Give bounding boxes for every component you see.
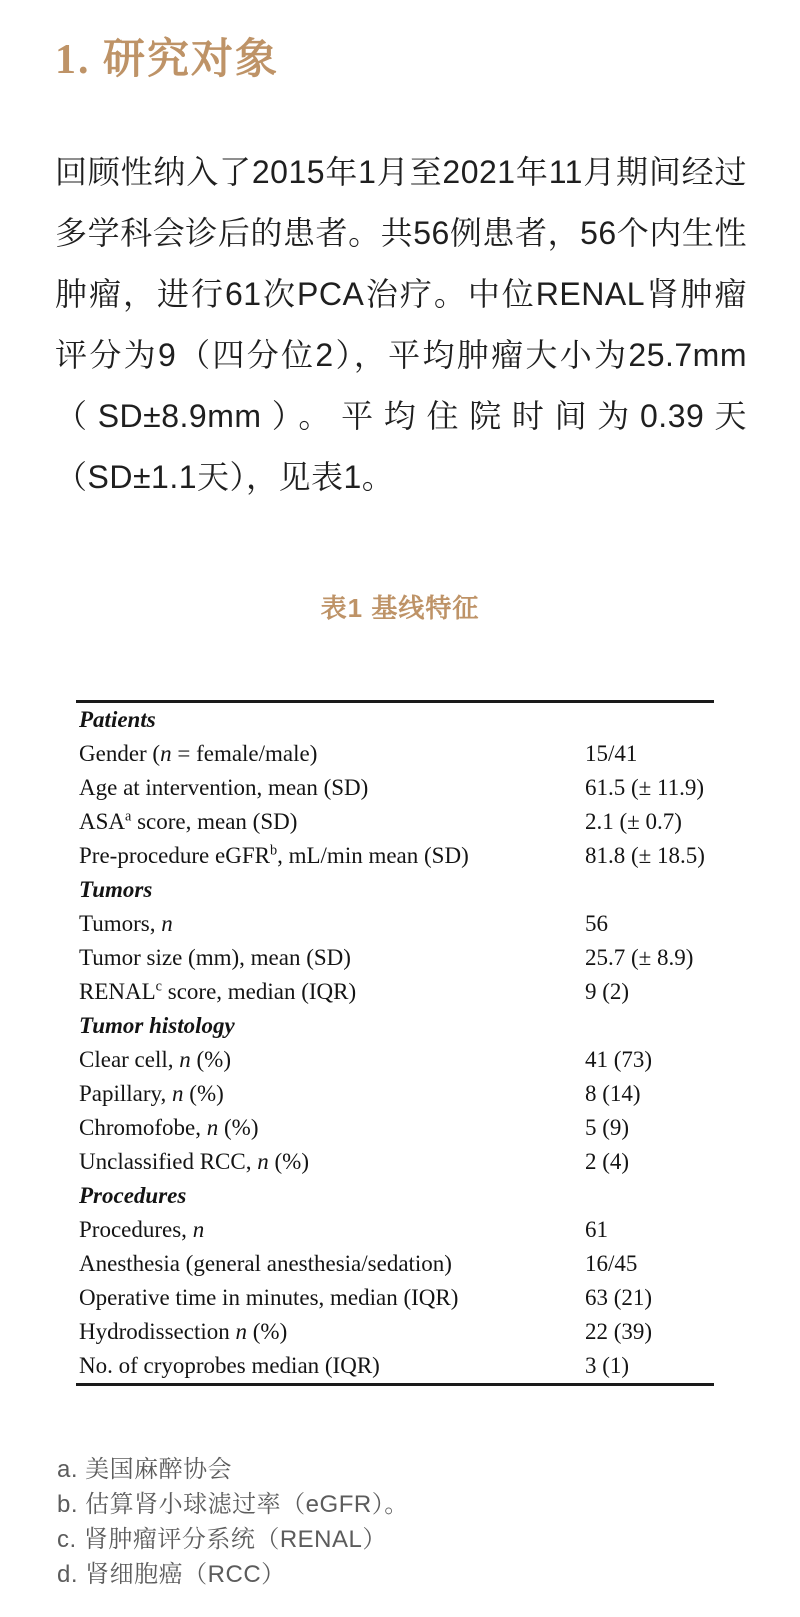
table-row — [76, 1043, 714, 1077]
row-label: Tumor size (mm), mean (SD) — [79, 945, 351, 970]
row-label: ASA$^a$ score, mean (SD) — [79, 808, 298, 834]
row-value: 15/41 — [585, 741, 638, 766]
table-row — [76, 975, 714, 1009]
section-heading: 1. 研究对象 — [55, 37, 280, 83]
row-label: Patients — [79, 707, 156, 732]
row-label: Clear cell, n (%) — [79, 1047, 231, 1072]
row-value: 56 — [585, 911, 608, 936]
row-label: Tumors — [79, 877, 153, 902]
table-title: 表1 基线特征 — [320, 593, 480, 623]
table-row — [76, 1213, 714, 1247]
row-label: Age at intervention, mean (SD) — [79, 775, 369, 800]
intro-paragraph: 回顾性纳入了2015年1月至2021年11月期间经过多学科会诊后的患者。共56例患者，56个内生性肿瘤，进行61次PCA治疗。中位RENAL肾肿瘤评分为9（四分位2），平均肿瘤大小为25.7mm（SD±8.9mm）。平均住院时间为0.39天（SD±1.1天），见表1。 — [55, 154, 747, 495]
table-footnotes — [57, 1452, 409, 1592]
row-value: 9 (2) — [585, 979, 630, 1004]
row-label: Procedures, n — [79, 1217, 205, 1242]
row-value: 61.5 (± 11.9) — [585, 775, 705, 800]
table-section-row — [76, 873, 714, 907]
row-label: Chromofobe, n (%) — [79, 1115, 259, 1140]
row-value: 41 (73) — [585, 1047, 653, 1072]
table-row — [76, 1247, 714, 1281]
row-label: Unclassified RCC, n (%) — [79, 1149, 309, 1174]
row-value: 61 — [585, 1217, 608, 1242]
row-label: Tumor histology — [79, 1013, 235, 1038]
row-value: 8 (14) — [585, 1081, 641, 1106]
table-row — [76, 805, 714, 839]
row-value: 63 (21) — [585, 1285, 653, 1310]
table-row — [76, 1281, 714, 1315]
row-label: Anesthesia (general anesthesia/sedation) — [79, 1251, 452, 1276]
table-row — [76, 839, 714, 873]
row-label: Pre-procedure eGFR$^b$, mL/min mean (SD) — [79, 842, 469, 868]
row-value: 2.1 (± 0.7) — [585, 809, 682, 834]
row-label: Procedures — [79, 1183, 187, 1208]
row-value: 2 (4) — [585, 1149, 630, 1174]
footnote-item: d. 肾细胞癌（RCC） — [57, 1561, 286, 1588]
table-row — [76, 1349, 714, 1383]
baseline-characteristics-table — [76, 700, 714, 1386]
footnote-item: b. 估算肾小球滤过率（eGFR）。 — [57, 1491, 409, 1518]
row-label: Gender (n = female/male) — [79, 741, 318, 766]
row-label: Hydrodissection n (%) — [79, 1319, 288, 1344]
row-value: 22 (39) — [585, 1319, 653, 1344]
row-label: Tumors, n — [79, 911, 173, 936]
row-label: RENAL$^c$ score, median (IQR) — [79, 978, 357, 1004]
table-row — [76, 1077, 714, 1111]
row-value: 81.8 (± 18.5) — [585, 843, 705, 868]
row-label: Papillary, n (%) — [79, 1081, 224, 1106]
row-value: 5 (9) — [585, 1115, 630, 1140]
table-row — [76, 1145, 714, 1179]
row-label: No. of cryoprobes median (IQR) — [79, 1353, 380, 1378]
table-row — [76, 941, 714, 975]
table-row — [76, 1111, 714, 1145]
table-row — [76, 1315, 714, 1349]
table-section-row — [76, 1179, 714, 1213]
table-row — [76, 771, 714, 805]
table-row — [76, 907, 714, 941]
row-value: 3 (1) — [585, 1353, 630, 1378]
table-section-row — [76, 1009, 714, 1043]
table-row — [76, 737, 714, 771]
footnote-item: a. 美国麻醉协会 — [57, 1456, 233, 1483]
row-label: Operative time in minutes, median (IQR) — [79, 1285, 459, 1310]
footnote-item: c. 肾肿瘤评分系统（RENAL） — [57, 1526, 387, 1553]
row-value: 16/45 — [585, 1251, 638, 1276]
row-value: 25.7 (± 8.9) — [585, 945, 694, 970]
table-section-row — [76, 703, 714, 737]
